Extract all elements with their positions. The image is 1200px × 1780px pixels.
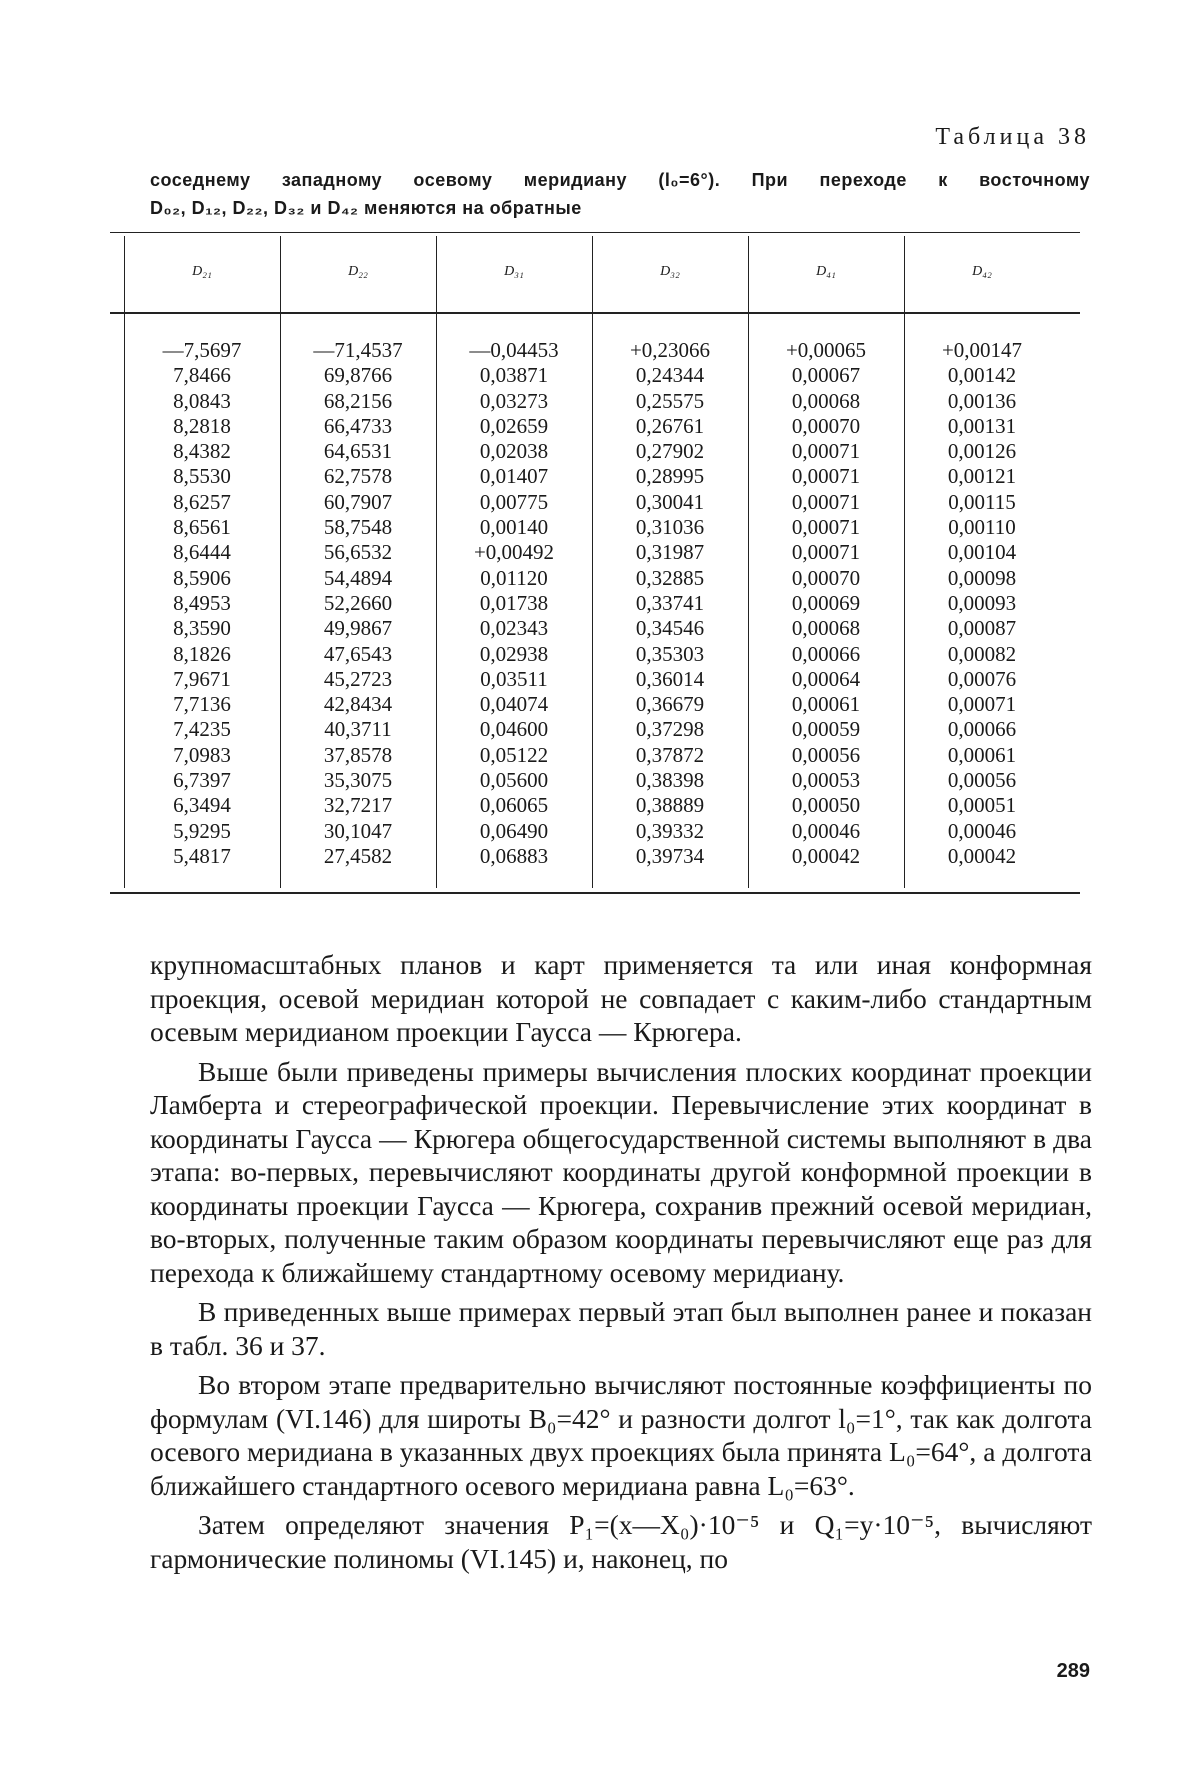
- body-text: [150, 948, 1092, 1581]
- table-cell: 0,00131: [904, 414, 1060, 439]
- column-d31: [436, 338, 592, 869]
- table-cell: —7,5697: [124, 338, 280, 363]
- table-cell: 0,31987: [592, 540, 748, 565]
- table-label: Таблица 38: [935, 124, 1090, 151]
- table-cell: 0,31036: [592, 515, 748, 540]
- table-cell: 0,32885: [592, 566, 748, 591]
- table-cell: 0,00076: [904, 667, 1060, 692]
- table-cell: 0,05122: [436, 743, 592, 768]
- table-cell: 0,03273: [436, 389, 592, 414]
- table-cell: +0,23066: [592, 338, 748, 363]
- table-cell: 60,7907: [280, 490, 436, 515]
- table-cell: 0,06883: [436, 844, 592, 869]
- table-header-rule: [110, 312, 1080, 314]
- page-number: 289: [1057, 1660, 1090, 1683]
- table-cell: 69,8766: [280, 363, 436, 388]
- book-page: [0, 0, 1200, 1780]
- table-cell: 0,28995: [592, 464, 748, 489]
- table-cell: 0,27902: [592, 439, 748, 464]
- table-cell: 68,2156: [280, 389, 436, 414]
- table-cell: 7,9671: [124, 667, 280, 692]
- table-cell: 0,00042: [904, 844, 1060, 869]
- table-cell: 0,00110: [904, 515, 1060, 540]
- table-cell: 0,00140: [436, 515, 592, 540]
- table-cell: 0,33741: [592, 591, 748, 616]
- table-cell: 0,00068: [748, 616, 904, 641]
- table-cell: 0,38398: [592, 768, 748, 793]
- table-bottom-rule: [110, 892, 1080, 894]
- table-cell: 0,00061: [748, 692, 904, 717]
- table-cell: 0,00071: [748, 439, 904, 464]
- table-cell: 0,00087: [904, 616, 1060, 641]
- table-cell: 8,6561: [124, 515, 280, 540]
- table-cell: 42,8434: [280, 692, 436, 717]
- table-cell: 0,00050: [748, 793, 904, 818]
- header-d42: D₄₂: [904, 264, 1060, 280]
- paragraph: Затем определяют значения P₁=(x—X₀)·10⁻⁵ и Q₁=y·10⁻⁵, вычисляют гармонические полиномы (VI.145) и, наконец, по: [150, 1508, 1092, 1575]
- table-cell: 64,6531: [280, 439, 436, 464]
- table-cell: +0,00147: [904, 338, 1060, 363]
- table-cell: 32,7217: [280, 793, 436, 818]
- table-cell: 8,3590: [124, 616, 280, 641]
- table-cell: 0,00066: [904, 717, 1060, 742]
- table-cell: 0,00059: [748, 717, 904, 742]
- header-d31: D₃₁: [436, 264, 592, 280]
- table-caption: [150, 166, 1090, 222]
- table-cell: 54,4894: [280, 566, 436, 591]
- table-cell: 37,8578: [280, 743, 436, 768]
- table-cell: 0,00093: [904, 591, 1060, 616]
- table-cell: 62,7578: [280, 464, 436, 489]
- table-cell: 7,8466: [124, 363, 280, 388]
- table-cell: 0,39332: [592, 819, 748, 844]
- paragraph: В приведенных выше примерах первый этап был выполнен ранее и показан в табл. 36 и 37.: [150, 1295, 1092, 1362]
- caption-line-1: соседнему западному осевому меридиану (l₀=6°). При переходе к восточному: [150, 166, 1090, 194]
- table-cell: 0,00069: [748, 591, 904, 616]
- table-cell: 7,0983: [124, 743, 280, 768]
- table-cell: 0,39734: [592, 844, 748, 869]
- table-cell: 8,5530: [124, 464, 280, 489]
- table-cell: 0,38889: [592, 793, 748, 818]
- table-cell: +0,00492: [436, 540, 592, 565]
- table-cell: 6,7397: [124, 768, 280, 793]
- table-cell: 0,36679: [592, 692, 748, 717]
- table-cell: 0,26761: [592, 414, 748, 439]
- table-cell: 0,02038: [436, 439, 592, 464]
- column-d41: [748, 338, 904, 869]
- table-cell: 0,06065: [436, 793, 592, 818]
- table-cell: 7,7136: [124, 692, 280, 717]
- table-cell: 8,4382: [124, 439, 280, 464]
- table-cell: 0,01738: [436, 591, 592, 616]
- table-cell: 0,30041: [592, 490, 748, 515]
- header-d22: D₂₂: [280, 264, 436, 280]
- header-d41: D₄₁: [748, 264, 904, 280]
- table-cell: 0,00068: [748, 389, 904, 414]
- table-cell: 0,35303: [592, 642, 748, 667]
- table-cell: 0,00070: [748, 414, 904, 439]
- table-cell: 0,04600: [436, 717, 592, 742]
- table-cell: 0,00104: [904, 540, 1060, 565]
- table-cell: 0,03871: [436, 363, 592, 388]
- table-cell: 5,9295: [124, 819, 280, 844]
- table-cell: 0,00046: [748, 819, 904, 844]
- header-d32: D₃₂: [592, 264, 748, 280]
- table-cell: 5,4817: [124, 844, 280, 869]
- table-cell: 6,3494: [124, 793, 280, 818]
- table-cell: 8,1826: [124, 642, 280, 667]
- paragraph: крупномасштабных планов и карт применяется та или иная конформная проекция, осевой меридиан которой не совпадает с каким-либо стандартным осевым меридианом проекции Гаусса — Крюгера.: [150, 948, 1092, 1049]
- table-cell: 49,9867: [280, 616, 436, 641]
- table-cell: 27,4582: [280, 844, 436, 869]
- table-cell: 0,00067: [748, 363, 904, 388]
- table-cell: 0,00098: [904, 566, 1060, 591]
- table-cell: 0,00071: [748, 464, 904, 489]
- table-cell: 58,7548: [280, 515, 436, 540]
- table-cell: 47,6543: [280, 642, 436, 667]
- table-cell: 8,5906: [124, 566, 280, 591]
- table-cell: 0,00051: [904, 793, 1060, 818]
- table-cell: 0,00142: [904, 363, 1060, 388]
- table-cell: 0,00056: [748, 743, 904, 768]
- column-d21: [124, 338, 280, 869]
- table-cell: 0,00053: [748, 768, 904, 793]
- table-cell: 0,00046: [904, 819, 1060, 844]
- table-cell: 0,05600: [436, 768, 592, 793]
- table-cell: 56,6532: [280, 540, 436, 565]
- table-cell: 0,00775: [436, 490, 592, 515]
- table-cell: 8,4953: [124, 591, 280, 616]
- table-cell: —0,04453: [436, 338, 592, 363]
- table-cell: 0,00115: [904, 490, 1060, 515]
- table-cell: 0,36014: [592, 667, 748, 692]
- table-cell: 0,25575: [592, 389, 748, 414]
- table-cell: 0,00064: [748, 667, 904, 692]
- table-cell: 0,00056: [904, 768, 1060, 793]
- table-cell: 0,00136: [904, 389, 1060, 414]
- table-cell: 0,00042: [748, 844, 904, 869]
- table-cell: 0,00121: [904, 464, 1060, 489]
- column-d42: [904, 338, 1060, 869]
- table-cell: 35,3075: [280, 768, 436, 793]
- table-cell: 30,1047: [280, 819, 436, 844]
- table-cell: 0,24344: [592, 363, 748, 388]
- table-cell: 52,2660: [280, 591, 436, 616]
- caption-line-2: D₀₂, D₁₂, D₂₂, D₃₂ и D₄₂ меняются на обратные: [150, 194, 1090, 222]
- table-cell: +0,00065: [748, 338, 904, 363]
- table-cell: 0,00082: [904, 642, 1060, 667]
- table-cell: 8,6257: [124, 490, 280, 515]
- table-cell: 7,4235: [124, 717, 280, 742]
- table-cell: 0,04074: [436, 692, 592, 717]
- table-cell: 0,00071: [904, 692, 1060, 717]
- table-cell: 8,0843: [124, 389, 280, 414]
- table-cell: 0,00061: [904, 743, 1060, 768]
- table-cell: 0,37872: [592, 743, 748, 768]
- table-top-rule: [110, 232, 1080, 233]
- table-cell: 0,00066: [748, 642, 904, 667]
- paragraph: Во втором этапе предварительно вычисляют постоянные коэффициенты по формулам (VI.146) для широты B₀=42° и разности долгот l₀=1°, так как долгота осевого меридиана в указанных двух проекциях была принята L₀=64°, а долгота ближайшего стандартного осевого меридиана равна L₀=63°.: [150, 1368, 1092, 1502]
- table-cell: 8,2818: [124, 414, 280, 439]
- table-cell: 0,00126: [904, 439, 1060, 464]
- table-cell: 0,01120: [436, 566, 592, 591]
- table-cell: 0,34546: [592, 616, 748, 641]
- table-cell: 0,00071: [748, 515, 904, 540]
- column-d32: [592, 338, 748, 869]
- table-cell: 45,2723: [280, 667, 436, 692]
- header-d21: D₂₁: [124, 264, 280, 280]
- table-cell: 0,02938: [436, 642, 592, 667]
- table-cell: 0,02343: [436, 616, 592, 641]
- table-cell: 0,00071: [748, 540, 904, 565]
- table-cell: 0,00071: [748, 490, 904, 515]
- table-cell: 40,3711: [280, 717, 436, 742]
- table-cell: 66,4733: [280, 414, 436, 439]
- table-cell: —71,4537: [280, 338, 436, 363]
- table-cell: 0,01407: [436, 464, 592, 489]
- table-cell: 0,37298: [592, 717, 748, 742]
- column-d22: [280, 338, 436, 869]
- paragraph: Выше были приведены примеры вычисления плоских координат проекции Ламберта и стереографической проекции. Перевычисление этих координат в координаты Гаусса — Крюгера общегосударственной системы выполняют в два этапа: во-первых, перевычисляют координаты другой конформной проекции в координаты проекции Гаусса — Крюгера, сохранив прежний осевой меридиан, во-вторых, полученные таким образом координаты перевычисляют еще раз для перехода к ближайшему стандартному осевому меридиану.: [150, 1055, 1092, 1290]
- table-cell: 0,06490: [436, 819, 592, 844]
- table-cell: 0,00070: [748, 566, 904, 591]
- table-cell: 0,03511: [436, 667, 592, 692]
- table-cell: 0,02659: [436, 414, 592, 439]
- table-cell: 8,6444: [124, 540, 280, 565]
